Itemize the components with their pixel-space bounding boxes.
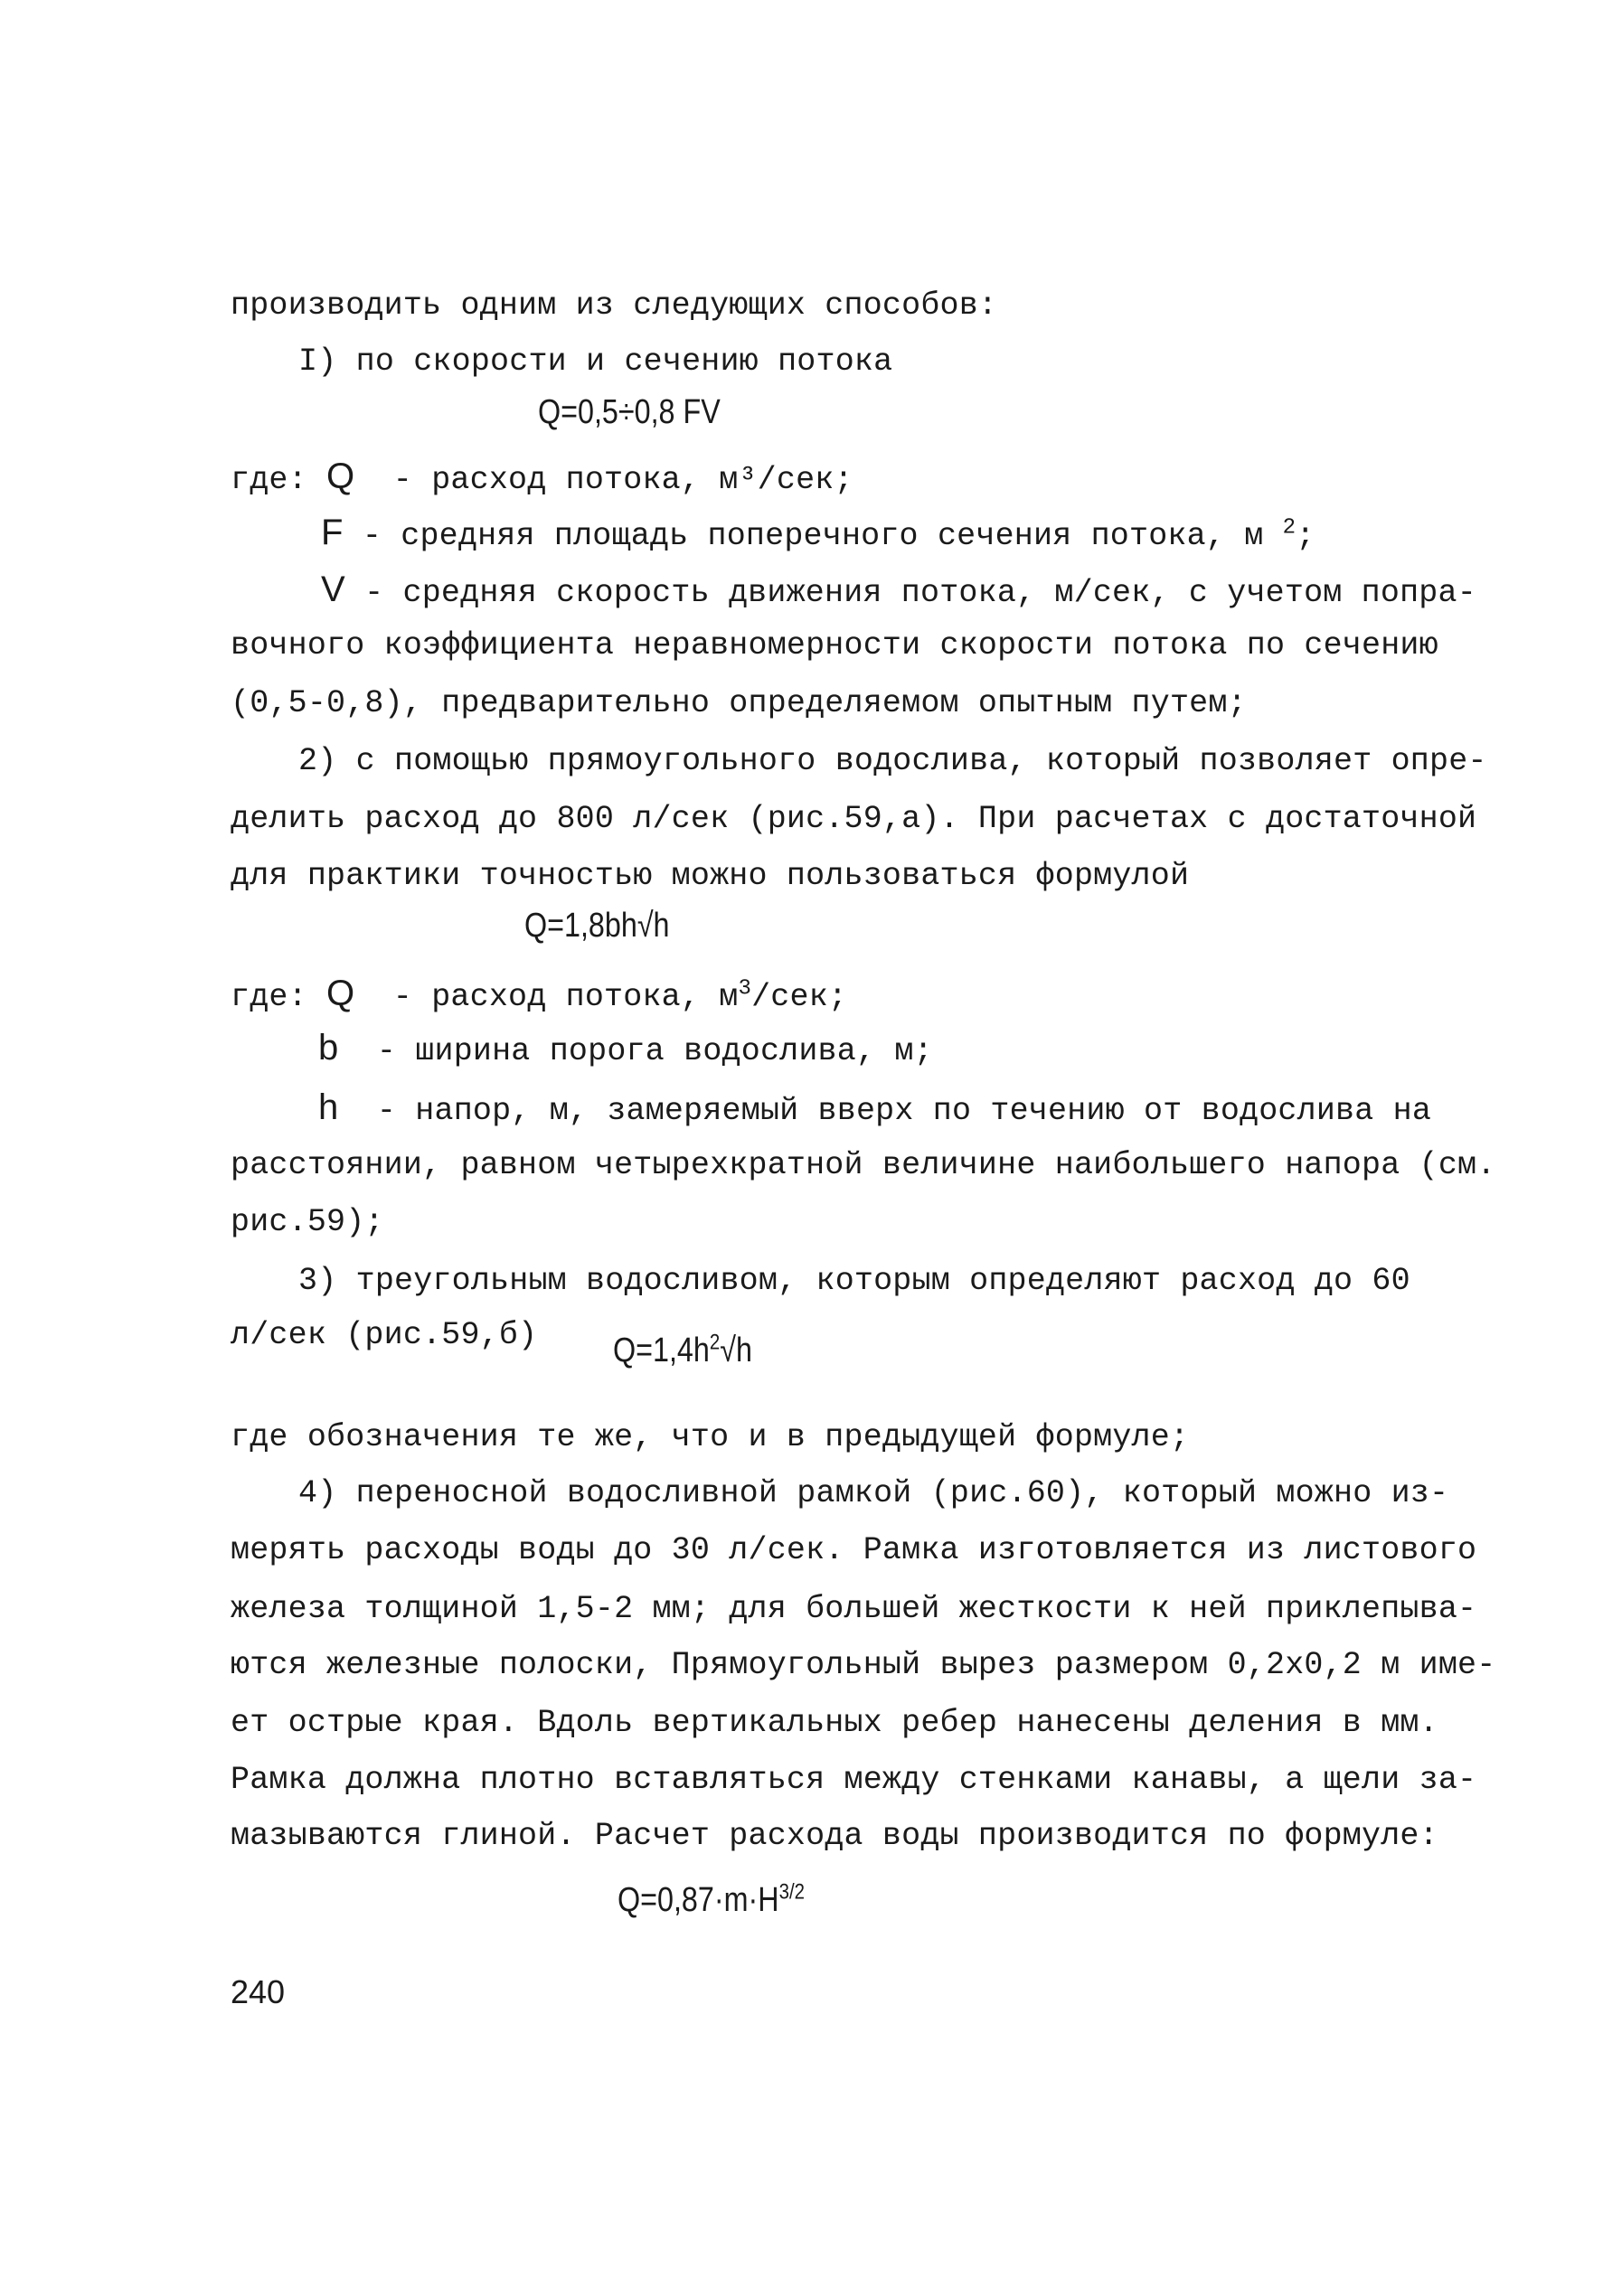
- punctuation: ;: [1296, 518, 1315, 554]
- formula-superscript: 3/2: [778, 1879, 805, 1905]
- text-line-25: мазываются глиной. Расчет расхода воды производится по формуле:: [231, 1818, 1438, 1854]
- text-line-8: 2) с помощью прямоугольного водослива, который позволяет опре-: [298, 743, 1487, 779]
- text-line-13: [318, 1087, 1431, 1131]
- text-line-3: [231, 456, 853, 500]
- text-line-23: ет острые края. Вдоль вертикальных ребер нанесены деления в мм.: [231, 1705, 1438, 1741]
- text-line-5: [321, 569, 1476, 613]
- text-line-10: для практики точностью можно пользоваться формулой: [231, 858, 1190, 894]
- text-line-2: I) по скорости и сечению потока: [298, 343, 893, 380]
- formula-velocity-section: Q=0,5÷0,8 FV: [538, 393, 721, 431]
- definition-text: - средняя площадь поперечного сечения потока, м: [362, 518, 1264, 554]
- superscript: 3: [738, 976, 752, 1002]
- formula-root: √h: [636, 907, 670, 945]
- formula-frame-weir: [618, 1878, 805, 1922]
- symbol-q: Q: [326, 456, 355, 496]
- symbol-b: b: [318, 1028, 339, 1068]
- text-line-16: 3) треугольным водосливом, которым определяют расход до 60: [298, 1263, 1410, 1299]
- text-line-4: [321, 513, 1315, 556]
- formula-superscript: 2: [709, 1330, 721, 1355]
- formula-root: √h: [720, 1331, 752, 1369]
- text-line-14: расстоянии, равном четырехкратной величине наибольшего напора (см.: [231, 1147, 1496, 1183]
- definition-text: - расход потока, м³/сек;: [392, 462, 853, 498]
- text-line-7: (0,5-0,8), предварительно определяемом опытным путем;: [231, 685, 1247, 721]
- text-line-9: делить расход до 800 л/сек (рис.59,а). При расчетах с достаточной: [231, 801, 1477, 837]
- definition-text: - ширина порога водослива, м;: [376, 1033, 933, 1069]
- where-label: где:: [231, 979, 307, 1015]
- text-line-18: где обозначения те же, что и в предыдущей формуле;: [231, 1419, 1190, 1455]
- symbol-v: V: [321, 569, 345, 609]
- symbol-q: Q: [326, 974, 355, 1013]
- page-number: 240: [231, 1973, 286, 2010]
- text-line-1: производить одним из следующих способов:: [231, 287, 998, 324]
- text-line-19: 4) переносной водосливной рамкой (рис.60), который можно из-: [298, 1475, 1449, 1511]
- text-line-21: железа толщиной 1,5-2 мм; для большей жесткости к ней приклепыва-: [231, 1591, 1477, 1627]
- text-line-11: [231, 974, 847, 1017]
- formula-main: Q=1,8bh: [524, 907, 637, 945]
- definition-text: - напор, м, замеряемый вверх по течению от водослива на: [376, 1093, 1432, 1129]
- formula-main: Q=1,4h: [613, 1331, 710, 1369]
- formula-rectangular-weir: [524, 904, 670, 947]
- superscript: 2: [1282, 515, 1297, 541]
- text-line-6: вочного коэффициента неравномерности скорости потока по сечению: [231, 627, 1438, 663]
- text-line-22: ются железные полоски, Прямоугольный вырез размером 0,2х0,2 м име-: [231, 1647, 1496, 1683]
- text-line-20: мерять расходы воды до 30 л/сек. Рамка изготовляется из листового: [231, 1532, 1477, 1568]
- text-line-15: рис.59);: [231, 1204, 384, 1240]
- formula-main: Q=0,87·m·H: [618, 1881, 779, 1919]
- definition-end: /сек;: [751, 979, 848, 1015]
- formula-triangular-weir: [613, 1329, 752, 1372]
- text-line-12: [318, 1028, 933, 1071]
- symbol-f: F: [321, 513, 344, 552]
- text-line-17: л/сек (рис.59,б): [231, 1317, 538, 1353]
- definition-text: - средняя скорость движения потока, м/сек, с учетом попра-: [364, 575, 1476, 611]
- definition-text: - расход потока, м: [392, 979, 739, 1015]
- text-line-24: Рамка должна плотно вставляться между стенками канавы, а щели за-: [231, 1762, 1477, 1798]
- where-label: где:: [231, 462, 307, 498]
- symbol-h: h: [318, 1087, 339, 1127]
